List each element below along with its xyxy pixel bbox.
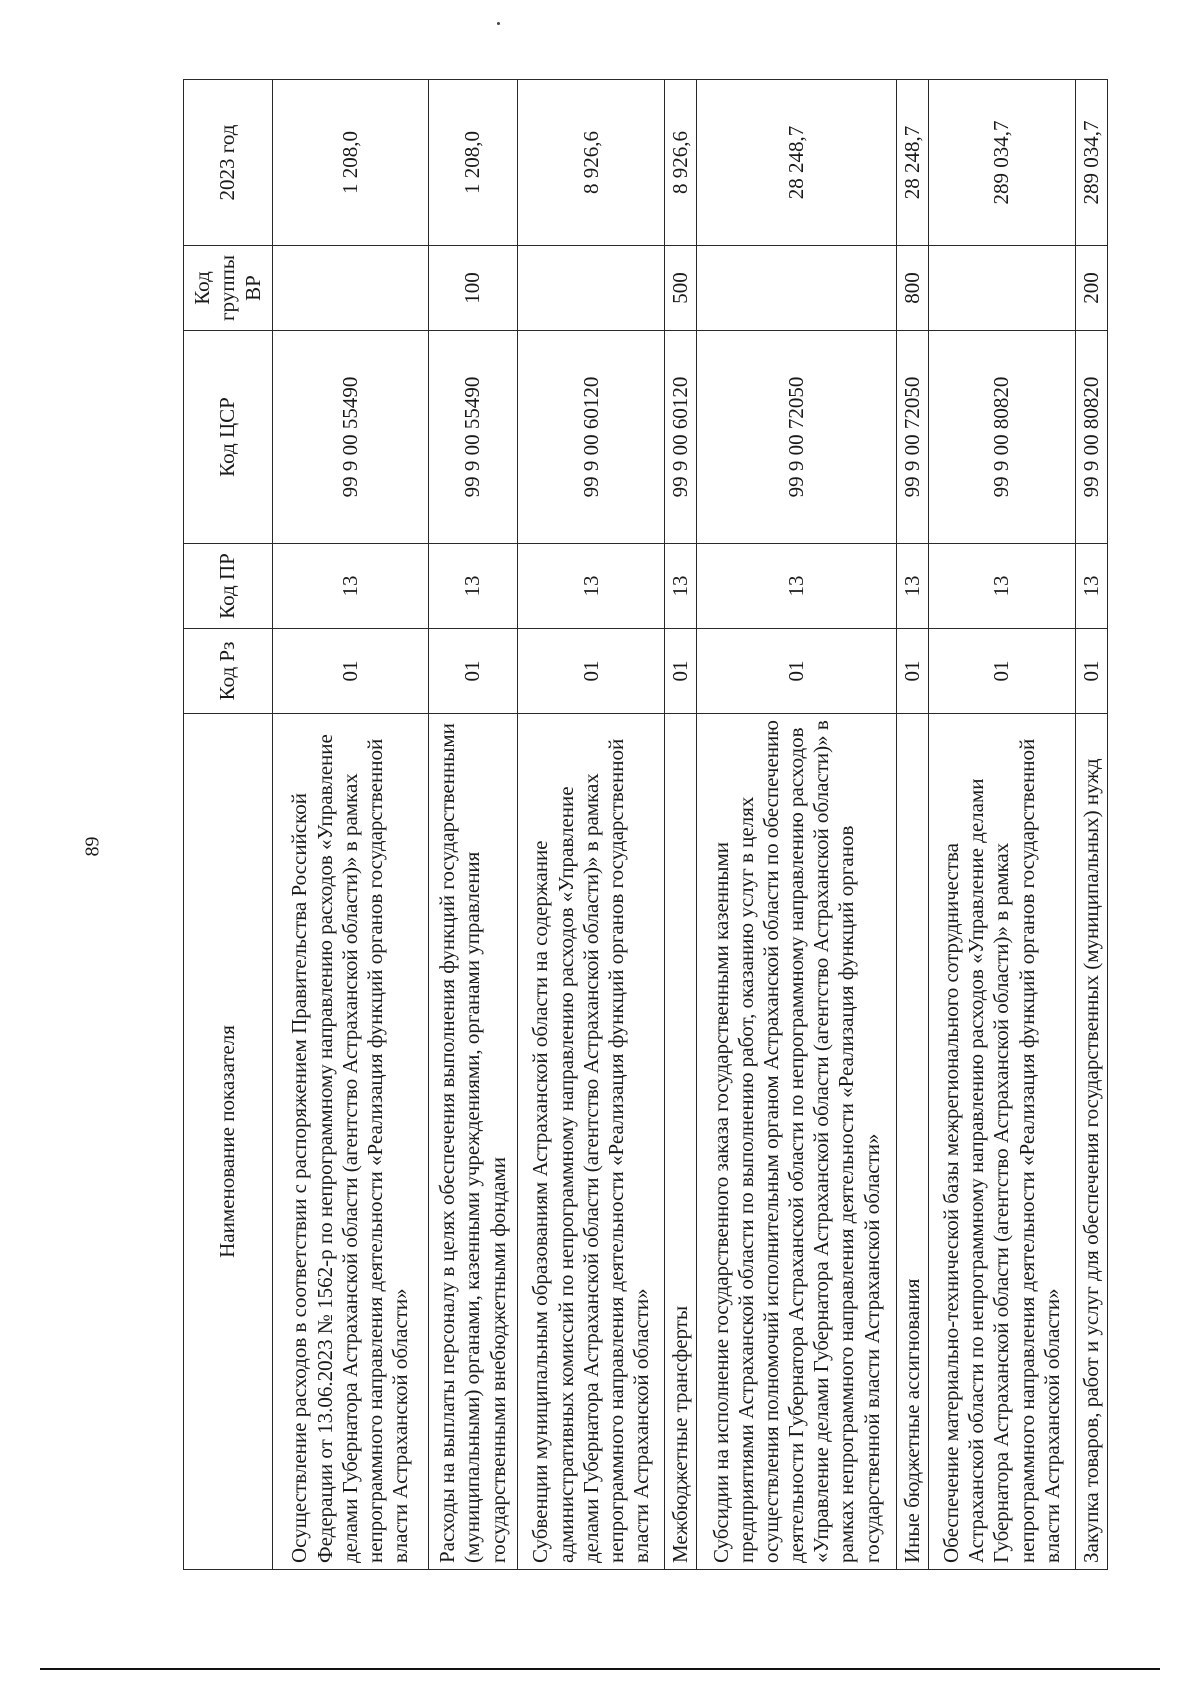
- row-amount: 289 034,7: [1076, 80, 1108, 246]
- rotated-table-container: [183, 80, 1108, 1570]
- row-csr: 99 9 00 80820: [1076, 331, 1108, 544]
- row-pr: 13: [1076, 544, 1108, 629]
- row-vr: [518, 246, 665, 331]
- table-row: [665, 80, 697, 1570]
- budget-table: [183, 79, 1108, 1570]
- row-name: Обеспечение материально-технической базы межрегионального сотрудничества Астраханской области по непрограммному направлению расходов «Управление делами Губернатора Астраханской области (агентство Астраханской области)» в рамках непрограммного направления деятельности «Реализация функций органов государственной власти Астраханской области»: [928, 714, 1075, 1570]
- header-year: 2023 год: [184, 80, 273, 246]
- row-rz: 01: [897, 629, 929, 714]
- row-csr: 99 9 00 60120: [665, 331, 697, 544]
- row-rz: 01: [428, 629, 517, 714]
- row-pr: 13: [697, 544, 897, 629]
- row-pr: 13: [518, 544, 665, 629]
- row-pr: 13: [897, 544, 929, 629]
- row-amount: 289 034,7: [928, 80, 1075, 246]
- row-amount: 1 208,0: [273, 80, 429, 246]
- row-name: Субсидии на исполнение государственного заказа государственными казенными предприятиями Астраханской области по выполнению работ, оказанию услуг в целях осуществления полномочий исполнительным органом Астраханской области по обеспечению деятельности Губернатора Астраханской области по непрограммному направлению расходов «Управление делами Губернатора Астраханской области (агентство Астраханской области)» в рамках непрограммного направления деятельности «Реализация функций органов государственной власти Астраханской области»: [697, 714, 897, 1570]
- table-row: [273, 80, 429, 1570]
- row-rz: 01: [928, 629, 1075, 714]
- row-rz: 01: [697, 629, 897, 714]
- row-rz: 01: [518, 629, 665, 714]
- row-vr: [928, 246, 1075, 331]
- bottom-divider: [40, 1668, 1160, 1670]
- row-csr: 99 9 00 55490: [428, 331, 517, 544]
- row-amount: 8 926,6: [665, 80, 697, 246]
- row-name: Межбюджетные трансферты: [665, 714, 697, 1570]
- header-vr: Код группы ВР: [184, 246, 273, 331]
- row-rz: 01: [665, 629, 697, 714]
- header-name: Наименование показателя: [184, 714, 273, 1570]
- row-name: Осуществление расходов в соответствии с распоряжением Правительства Российской Федерации от 13.06.2023 № 1562-р по непрограммному направлению расходов «Управление делами Губернатора Астраханской области (агентство Астраханской области)» в рамках непрограммного направления деятельности «Реализация функций органов государственной власти Астраханской области»: [273, 714, 429, 1570]
- row-vr: [697, 246, 897, 331]
- row-vr: 200: [1076, 246, 1108, 331]
- table-row: [428, 80, 517, 1570]
- scan-speck: [497, 22, 500, 25]
- row-amount: 1 208,0: [428, 80, 517, 246]
- row-rz: 01: [1076, 629, 1108, 714]
- row-vr: 500: [665, 246, 697, 331]
- row-pr: 13: [273, 544, 429, 629]
- row-vr: 800: [897, 246, 929, 331]
- row-pr: 13: [665, 544, 697, 629]
- row-pr: 13: [428, 544, 517, 629]
- row-name: Закупка товаров, работ и услуг для обеспечения государственных (муниципальных) нужд: [1076, 714, 1108, 1570]
- row-amount: 28 248,7: [897, 80, 929, 246]
- row-rz: 01: [273, 629, 429, 714]
- row-csr: 99 9 00 80820: [928, 331, 1075, 544]
- row-csr: 99 9 00 60120: [518, 331, 665, 544]
- row-csr: 99 9 00 72050: [697, 331, 897, 544]
- row-csr: 99 9 00 55490: [273, 331, 429, 544]
- table-header-row: [184, 80, 273, 1570]
- header-rz: Код Рз: [184, 629, 273, 714]
- table-row: [1076, 80, 1108, 1570]
- row-vr: 100: [428, 246, 517, 331]
- table-row: [897, 80, 929, 1570]
- row-amount: 28 248,7: [697, 80, 897, 246]
- table-row: [518, 80, 665, 1570]
- table-row: [697, 80, 897, 1570]
- row-vr: [273, 246, 429, 331]
- row-name: Субвенции муниципальным образованиям Астраханской области на содержание административных комиссий по непрограммному направлению расходов «Управление делами Губернатора Астраханской области (агентство Астраханской области)» в рамках непрограммного направления деятельности «Реализация функций органов государственной власти Астраханской области»: [518, 714, 665, 1570]
- header-pr: Код ПР: [184, 544, 273, 629]
- row-name: Иные бюджетные ассигнования: [897, 714, 929, 1570]
- table-row: [928, 80, 1075, 1570]
- row-amount: 8 926,6: [518, 80, 665, 246]
- header-csr: Код ЦСР: [184, 331, 273, 544]
- row-name: Расходы на выплаты персоналу в целях обеспечения выполнения функций государственными (муниципальными) органами, казенными учреждениями, органами управления государственными внебюджетными фондами: [428, 714, 517, 1570]
- page-number: 89: [81, 836, 104, 857]
- row-pr: 13: [928, 544, 1075, 629]
- row-csr: 99 9 00 72050: [897, 331, 929, 544]
